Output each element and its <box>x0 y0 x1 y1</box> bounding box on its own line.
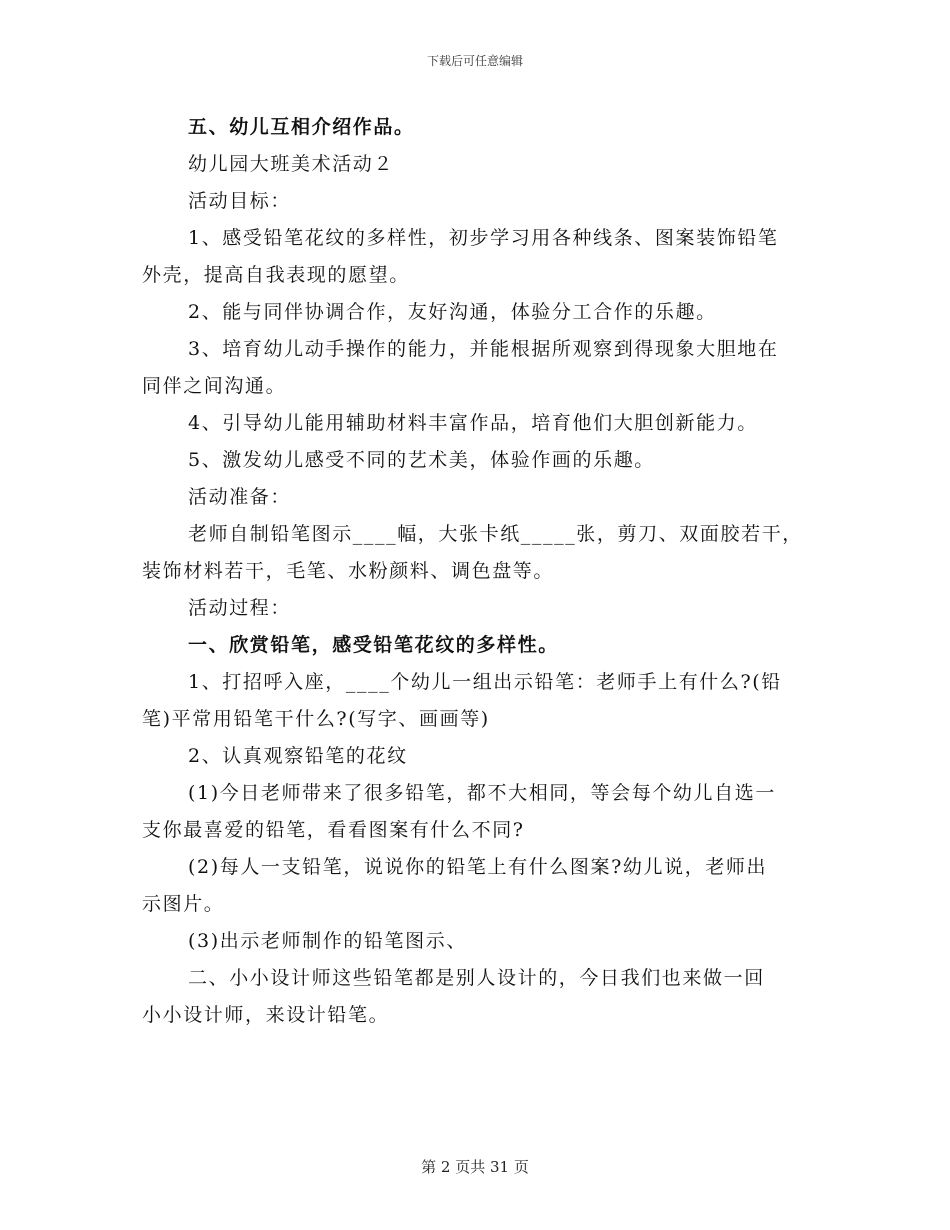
paragraph-line: 1、感受铅笔花纹的多样性，初步学习用各种线条、图案装饰铅笔 <box>188 227 779 249</box>
section-heading: 五、幼儿互相介绍作品。 <box>188 116 415 138</box>
paragraph-line: 老师自制铅笔图示____幅，大张卡纸_____张，剪刀、双面胶若干， <box>188 523 803 545</box>
paragraph-line: (3)出示老师制作的铅笔图示、 <box>188 930 467 952</box>
paragraph-line: 同伴之间沟通。 <box>142 375 287 397</box>
paragraph-line: 笔)平常用铅笔干什么?(写字、画画等) <box>142 708 490 730</box>
paragraph-line: 二、小小设计师这些铅笔都是别人设计的，今日我们也来做一回 <box>188 967 765 989</box>
paragraph-line: 活动过程： <box>188 597 292 619</box>
paragraph-line: (2)每人一支铅笔，说说你的铅笔上有什么图案?幼儿说，老师出 <box>188 856 768 878</box>
paragraph-line: 2、能与同伴协调合作，友好沟通，体验分工合作的乐趣。 <box>188 301 717 323</box>
paragraph-line: 外壳，提高自我表现的愿望。 <box>142 264 410 286</box>
page-footer: 第 2 页共 31 页 <box>421 1158 529 1176</box>
paragraph-line: 1、打招呼入座，____个幼儿一组出示铅笔：老师手上有什么?(铅 <box>188 671 782 693</box>
paragraph-line: 4、引导幼儿能用辅助材料丰富作品，培育他们大胆创新能力。 <box>188 412 758 434</box>
paragraph-line: 小小设计师，来设计铅笔。 <box>142 1004 390 1026</box>
paragraph-line: 2、认真观察铅笔的花纹 <box>188 745 408 767</box>
paragraph-line: 装饰材料若干，毛笔、水粉颜料、调色盘等。 <box>142 560 555 582</box>
section-heading: 一、欣赏铅笔，感受铅笔花纹的多样性。 <box>188 634 559 656</box>
document-subtitle: 幼儿园大班美术活动２ <box>188 153 395 175</box>
paragraph-line: 活动目标： <box>188 190 292 212</box>
paragraph-line: 支你最喜爱的铅笔，看看图案有什么不同? <box>142 819 525 841</box>
page-header: 下载后可任意编辑 <box>426 54 523 68</box>
paragraph-line: 5、激发幼儿感受不同的艺术美，体验作画的乐趣。 <box>188 449 655 471</box>
paragraph-line: (1)今日老师带来了很多铅笔，都不大相同，等会每个幼儿自选一 <box>188 782 776 804</box>
paragraph-line: 示图片。 <box>142 893 225 915</box>
paragraph-line: 3、培育幼儿动手操作的能力，并能根据所观察到得现象大胆地在 <box>188 338 779 360</box>
paragraph-line: 活动准备： <box>188 486 292 508</box>
